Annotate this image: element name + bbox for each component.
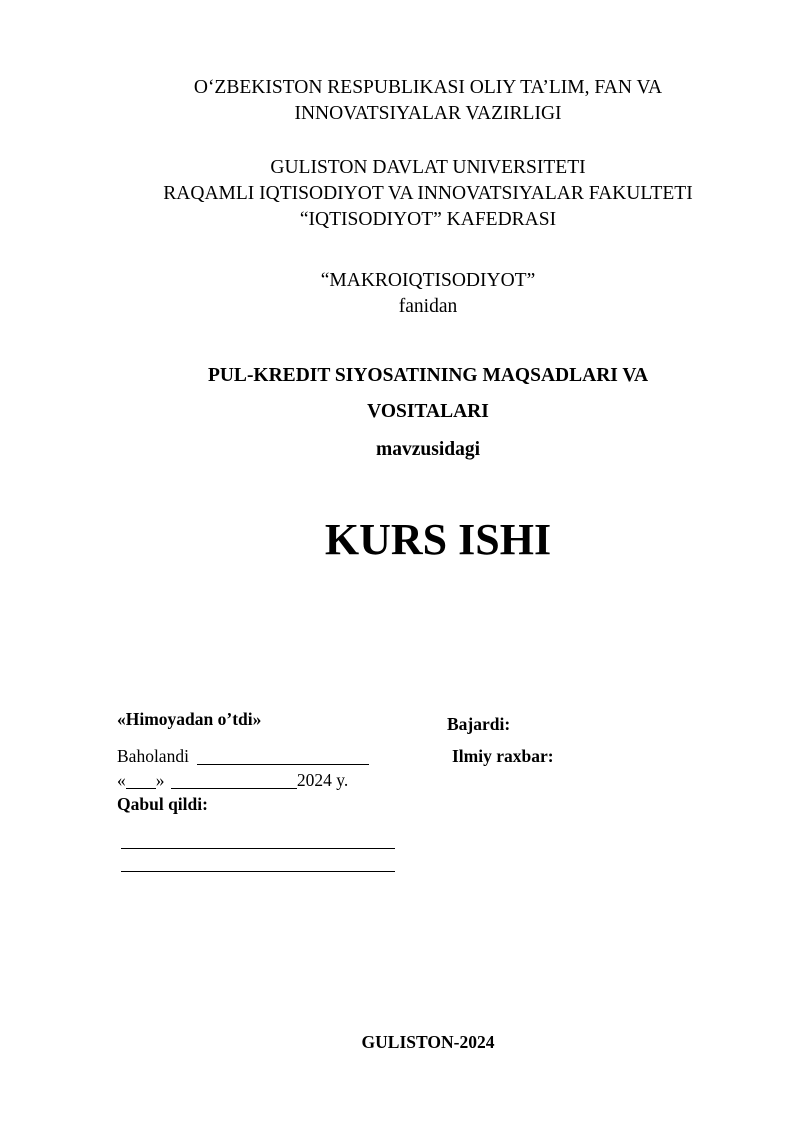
done-by-label: Bajardi: [447, 714, 511, 734]
subject-suffix: fanidan [398, 296, 458, 317]
ministry-line-2: INNOVATSIYALAR VAZIRLIGI [294, 103, 562, 124]
date-row [117, 769, 348, 791]
date-close-quote: » [155, 770, 165, 790]
subject-name: “MAKROIQTISODIYOT” [320, 270, 536, 291]
signature-line-2 [121, 871, 395, 872]
day-blank [126, 770, 156, 789]
ministry-line-1: O‘ZBEKISTON RESPUBLIKASI OLIY TA’LIM, FAN VA [193, 77, 663, 98]
month-blank [171, 770, 297, 789]
department-name: “IQTISODIYOT” KAFEDRASI [299, 209, 557, 230]
footer-city-year: GULISTON-2024 [361, 1032, 495, 1052]
university-name: GULISTON DAVLAT UNIVERSITETI [270, 157, 586, 178]
topic-line-2: VOSITALARI [367, 401, 489, 422]
grade-blank [197, 746, 369, 765]
supervisor-label: Ilmiy raxbar: [452, 746, 554, 766]
date-open-quote: « [117, 770, 126, 790]
defense-heading: «Himoyadan o’tdi» [117, 709, 262, 729]
faculty-name: RAQAMLI IQTISODIYOT VA INNOVATSIYALAR FAKULTETI [163, 183, 693, 204]
topic-line-1: PUL-KREDIT SIYOSATINING MAQSADLARI VA [207, 365, 649, 386]
signature-line-1 [121, 848, 395, 849]
accepted-label: Qabul qildi: [117, 794, 208, 814]
document-type-title: KURS ISHI [324, 515, 552, 564]
date-year: 2024 y. [296, 770, 349, 790]
graded-row [117, 745, 369, 767]
topic-suffix: mavzusidagi [375, 439, 480, 460]
graded-label: Baholandi [117, 746, 189, 766]
